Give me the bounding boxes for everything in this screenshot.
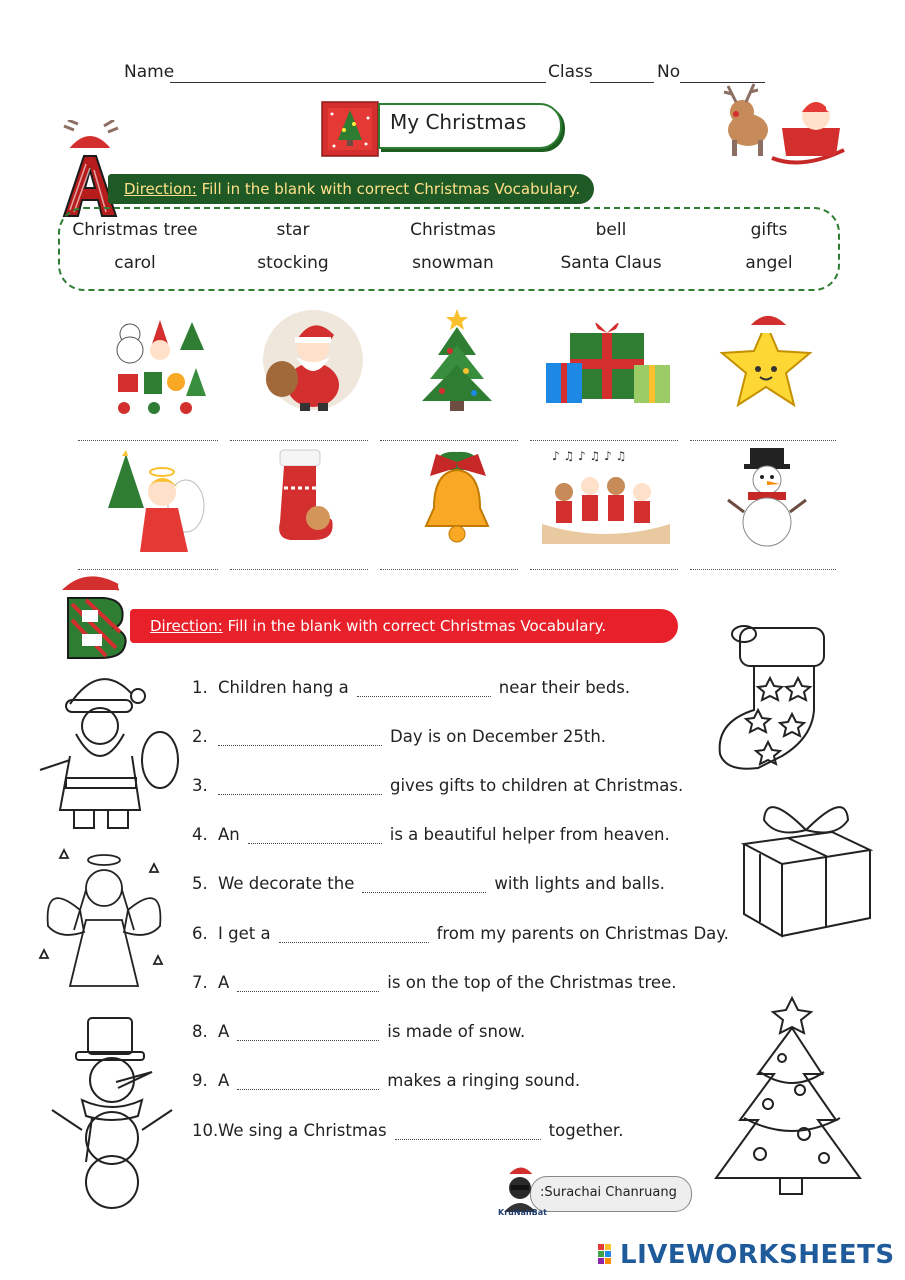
sentence-9 (192, 1071, 580, 1090)
sentence-after: is made of snow. (387, 1022, 526, 1041)
sentence-number: 9. (192, 1071, 208, 1090)
stocking-icon (270, 448, 340, 558)
sentence-number: 1. (192, 678, 208, 697)
sentence-blank[interactable] (362, 878, 486, 893)
snowman-outline-icon (46, 1014, 180, 1210)
sentence-after: Day is on December 25th. (390, 727, 607, 746)
sentence-blank[interactable] (357, 682, 491, 697)
sentence-after: from my parents on Christmas Day. (436, 924, 729, 943)
liveworksheets-logo-icon (598, 1244, 618, 1266)
svg-text:♪ ♫ ♪ ♫ ♪ ♫: ♪ ♫ ♪ ♫ ♪ ♫ (552, 449, 627, 463)
angel-icon (100, 448, 210, 558)
sentence-blank[interactable] (395, 1125, 541, 1140)
section-b-letter (46, 560, 136, 660)
sentence-number: 3. (192, 776, 208, 795)
direction-text: Fill in the blank with correct Christmas Vocabulary. (222, 617, 607, 635)
section-b-banner (130, 609, 678, 643)
direction-label: Direction: (124, 180, 197, 198)
liveworksheets-brand[interactable]: LIVEWORKSHEETS (620, 1240, 895, 1270)
word-bank-item: bell (595, 220, 627, 240)
gifts-icon (542, 315, 672, 425)
section-a-banner (108, 174, 594, 204)
sentence-number: 5. (192, 874, 208, 893)
sentence-before: An (218, 825, 240, 844)
sentence-7 (192, 973, 676, 992)
sentence-after: gives gifts to children at Christmas. (390, 776, 684, 795)
star-icon (716, 305, 826, 415)
santa-outline-icon (20, 660, 180, 836)
sentence-blank[interactable] (218, 731, 382, 746)
word-bank-item: stocking (257, 253, 329, 273)
christmas-tree-icon (412, 305, 522, 415)
sentence-before: We decorate the (218, 874, 355, 893)
sentence-5 (192, 874, 665, 893)
word-bank-item: Christmas tree (72, 220, 198, 240)
sentence-number: 8. (192, 1022, 208, 1041)
carol-singers-icon (542, 446, 670, 556)
answer-blank[interactable] (230, 569, 368, 570)
snowman-icon (722, 446, 812, 556)
sentence-before: A (218, 1071, 230, 1090)
answer-blank[interactable] (230, 440, 368, 441)
word-bank-item: carol (114, 253, 156, 273)
direction-text: Fill in the blank with correct Christmas Vocabulary. (196, 180, 581, 198)
sentence-number: 4. (192, 825, 208, 844)
sentence-after: is a beautiful helper from heaven. (389, 825, 670, 844)
sentence-after: with lights and balls. (494, 874, 665, 893)
sentence-before: We sing a Christmas (218, 1121, 387, 1140)
sentence-6 (192, 924, 729, 943)
name-label: Name (124, 62, 175, 82)
author-name: :Surachai Chanruang (540, 1185, 677, 1200)
santa-claus-icon (258, 305, 368, 415)
sentence-number: 6. (192, 924, 208, 943)
sentence-before: I get a (218, 924, 271, 943)
direction-label: Direction: (150, 617, 223, 635)
answer-blank[interactable] (530, 440, 678, 441)
sentence-4 (192, 825, 670, 844)
sentence-blank[interactable] (237, 1026, 379, 1041)
sentence-number: 10. (192, 1121, 219, 1140)
word-bank-item: gifts (750, 220, 788, 240)
class-field[interactable] (590, 82, 654, 83)
author-avatar (498, 1160, 547, 1220)
sentence-number: 7. (192, 973, 208, 992)
sentence-before: Children hang a (218, 678, 349, 697)
word-bank-item: angel (745, 253, 793, 273)
section-a-direction (124, 180, 580, 198)
answer-blank[interactable] (380, 569, 518, 570)
answer-blank[interactable] (78, 440, 218, 441)
sentence-10 (192, 1121, 623, 1140)
christmas-items-icon (104, 310, 214, 420)
page-title: My Christmas (390, 110, 527, 134)
answer-blank[interactable] (690, 440, 836, 441)
sentence-1 (192, 678, 630, 697)
sentence-before: A (218, 973, 230, 992)
sentence-number: 2. (192, 727, 208, 746)
author-logo-text: KruNahBat (498, 1208, 547, 1217)
answer-blank[interactable] (380, 440, 518, 441)
stocking-outline-icon (710, 614, 834, 776)
no-label: No (657, 62, 681, 82)
sentence-after: makes a ringing sound. (387, 1071, 581, 1090)
christmas-card-icon (320, 96, 382, 160)
word-bank-item: star (276, 220, 310, 240)
name-field[interactable] (170, 82, 546, 83)
answer-blank[interactable] (530, 569, 678, 570)
sentence-blank[interactable] (279, 928, 429, 943)
sentence-2 (192, 727, 606, 746)
gift-outline-icon (736, 790, 876, 950)
word-bank-item: Christmas (410, 220, 496, 240)
answer-blank[interactable] (690, 569, 836, 570)
section-a-letter (56, 120, 124, 220)
sentence-blank[interactable] (237, 977, 379, 992)
sentence-blank[interactable] (218, 780, 382, 795)
christmas-tree-outline-icon (700, 994, 870, 1200)
sentence-8 (192, 1022, 525, 1041)
word-bank-item: Santa Claus (560, 253, 662, 273)
sentence-3 (192, 776, 683, 795)
class-label: Class (548, 62, 593, 82)
sentence-after: near their beds. (498, 678, 631, 697)
angel-outline-icon (34, 840, 174, 994)
sentence-before: A (218, 1022, 230, 1041)
sentence-after: together. (548, 1121, 624, 1140)
sentence-blank[interactable] (248, 829, 382, 844)
section-b-direction (150, 617, 606, 635)
reindeer-sleigh-icon (712, 78, 852, 178)
bell-icon (416, 448, 498, 558)
sentence-blank[interactable] (237, 1075, 379, 1090)
sentence-after: is on the top of the Christmas tree. (387, 973, 677, 992)
word-bank-item: snowman (412, 253, 494, 273)
